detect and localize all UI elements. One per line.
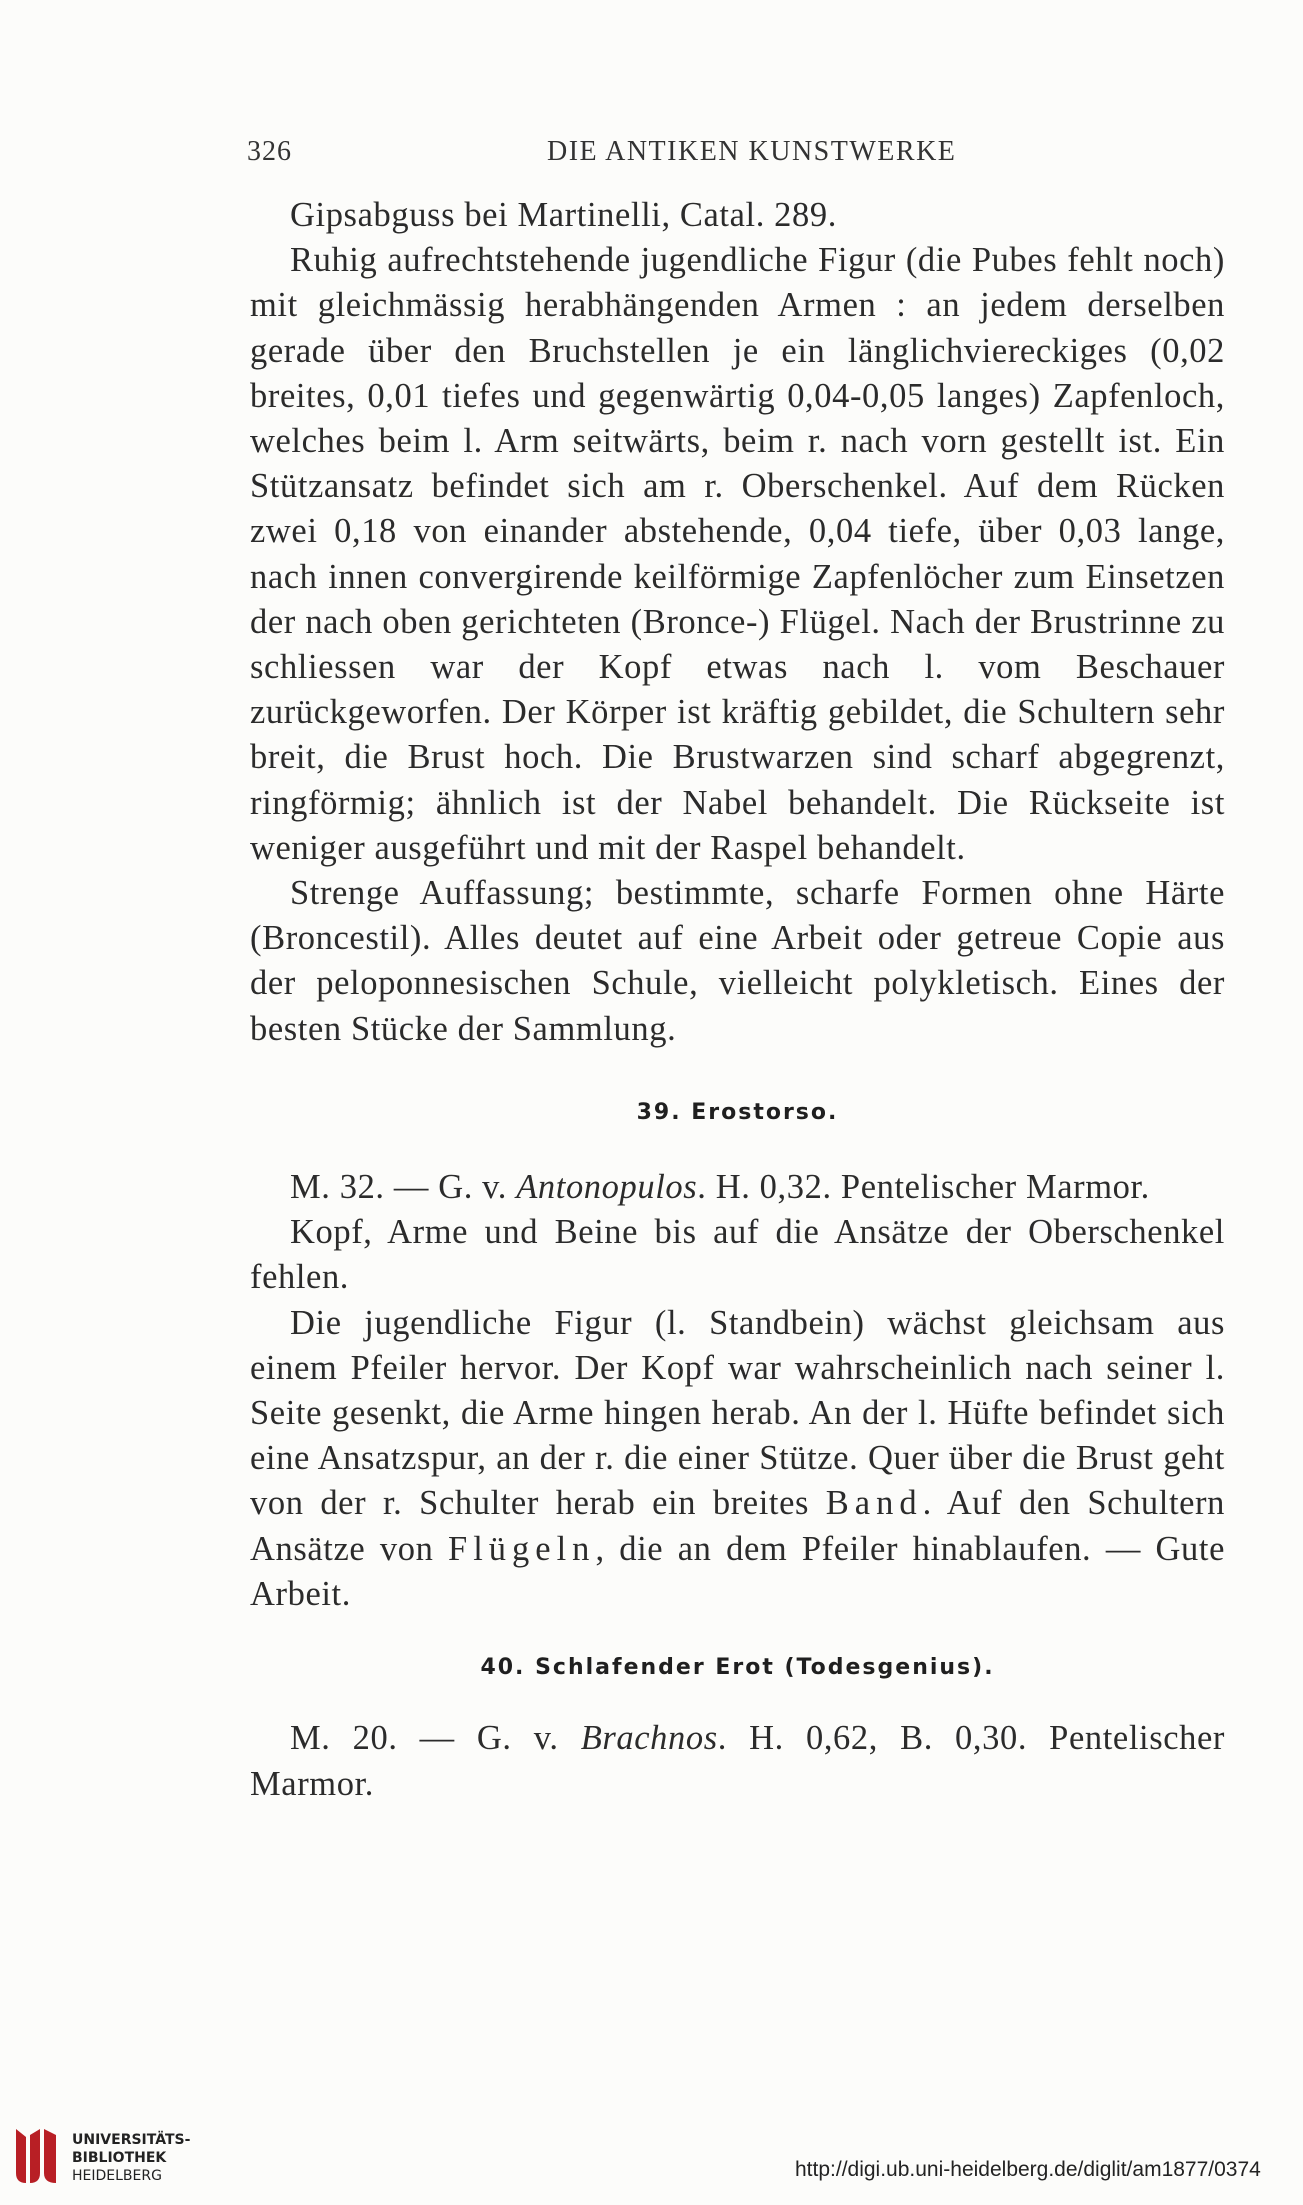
spaced-word: Flügeln [448,1529,596,1568]
donor-name: Antonopulos [516,1168,698,1207]
meta-prefix: M. 32. — G. v. [290,1168,517,1207]
logo-line: UNIVERSITÄTS- [72,2132,191,2148]
library-logo [12,2125,192,2195]
text-run: Die jugendliche Figur (l. Standbein) wächst gleichsam aus einem Pfeiler hervor. Der Kopf war wahrscheinlich nach seiner l. Seite gesenkt, die Arme hingen herab. An der l. Hüfte befindet sich eine Ansatzspur, an der r. die einer Stütze. Quer über die Brust geht von der r. Schulter herab ein breites [250,1303,1225,1523]
spaced-word: Band [825,1484,923,1523]
text-run: , die an dem Pfeiler hinablaufen. — Gute Arbeit. [250,1529,1225,1613]
paragraph: Strenge Auffassung; bestimmte, scharfe Formen ohne Härte (Broncestil). Alles deutet auf eine Arbeit oder getreue Copie aus der peloponnesischen Schule, vielleicht polykletisch. Eines der besten Stücke der Sammlung. [250,874,1225,1048]
paragraph [250,1301,1225,1617]
section-heading-39: 39. Erostorso. [636,1099,839,1125]
paragraph: Kopf, Arme und Beine bis auf die Ansätze der Oberschenkel fehlen. [250,1213,1225,1297]
paragraph: Ruhig aufrechtstehende jugendliche Figur (die Pubes fehlt noch) mit gleichmässig herabhängenden Armen : an jedem derselben gerade über den Bruchstellen je ein länglichviereckiges (0,02 breites, 0,01 tiefes und gegenwärtig 0,04-0,05 langes) Zapfenloch, welches beim l. Arm seitwärts, beim r. nach vorn gestellt ist. Ein Stützansatz befindet sich am r. Oberschenkel. Auf dem Rücken zwei 0,18 von einander abstehende, 0,04 tiefe, über 0,03 lange, nach innen convergirende keilförmige Zapfenlöcher zum Einsetzen der nach oben gerichteten (Bronce-) Flügel. Nach der Brustrinne zu schliessen war der Kopf etwas nach l. vom Beschauer zurückgeworfen. Der Körper ist kräftig gebildet, die Schultern sehr breit, die Brust hoch. Die Brustwarzen sind scharf abgegrenzt, ringförmig; ähnlich ist der Nabel behandelt. Die Rückseite ist weniger ausgeführt und mit der Raspel behandelt. [250,241,1225,867]
meta-suffix: . H. 0,32. Pentelischer Marmor. [697,1168,1150,1207]
page-number: 326 [247,136,292,167]
meta-suffix: . H. 0,62, B. 0,30. Pentelischer Marmor. [250,1719,1225,1803]
donor-name: Brachnos [580,1719,718,1758]
logo-line: HEIDELBERG [72,2168,162,2184]
page-header [247,136,1207,176]
source-url[interactable]: http://digi.ub.uni-heidelberg.de/diglit/am1877/0374 [795,2158,1261,2181]
logo-line: BIBLIOTHEK [72,2150,167,2166]
running-title: DIE ANTIKEN KUNSTWERKE [547,136,957,167]
text-run: . Auf den Schultern Ansätze von [250,1484,1225,1568]
paragraph: Gipsabguss bei Martinelli, Catal. 289. [290,196,837,234]
section-meta [250,1165,1225,1210]
library-seal-icon [12,2125,64,2187]
body-text [250,193,1225,1807]
meta-prefix: M. 20. — G. v. [290,1719,581,1758]
section-meta [250,1716,1225,1806]
library-name [72,2131,190,2185]
section-heading-40: 40. Schlafender Erot (Todesgenius). [480,1655,995,1681]
